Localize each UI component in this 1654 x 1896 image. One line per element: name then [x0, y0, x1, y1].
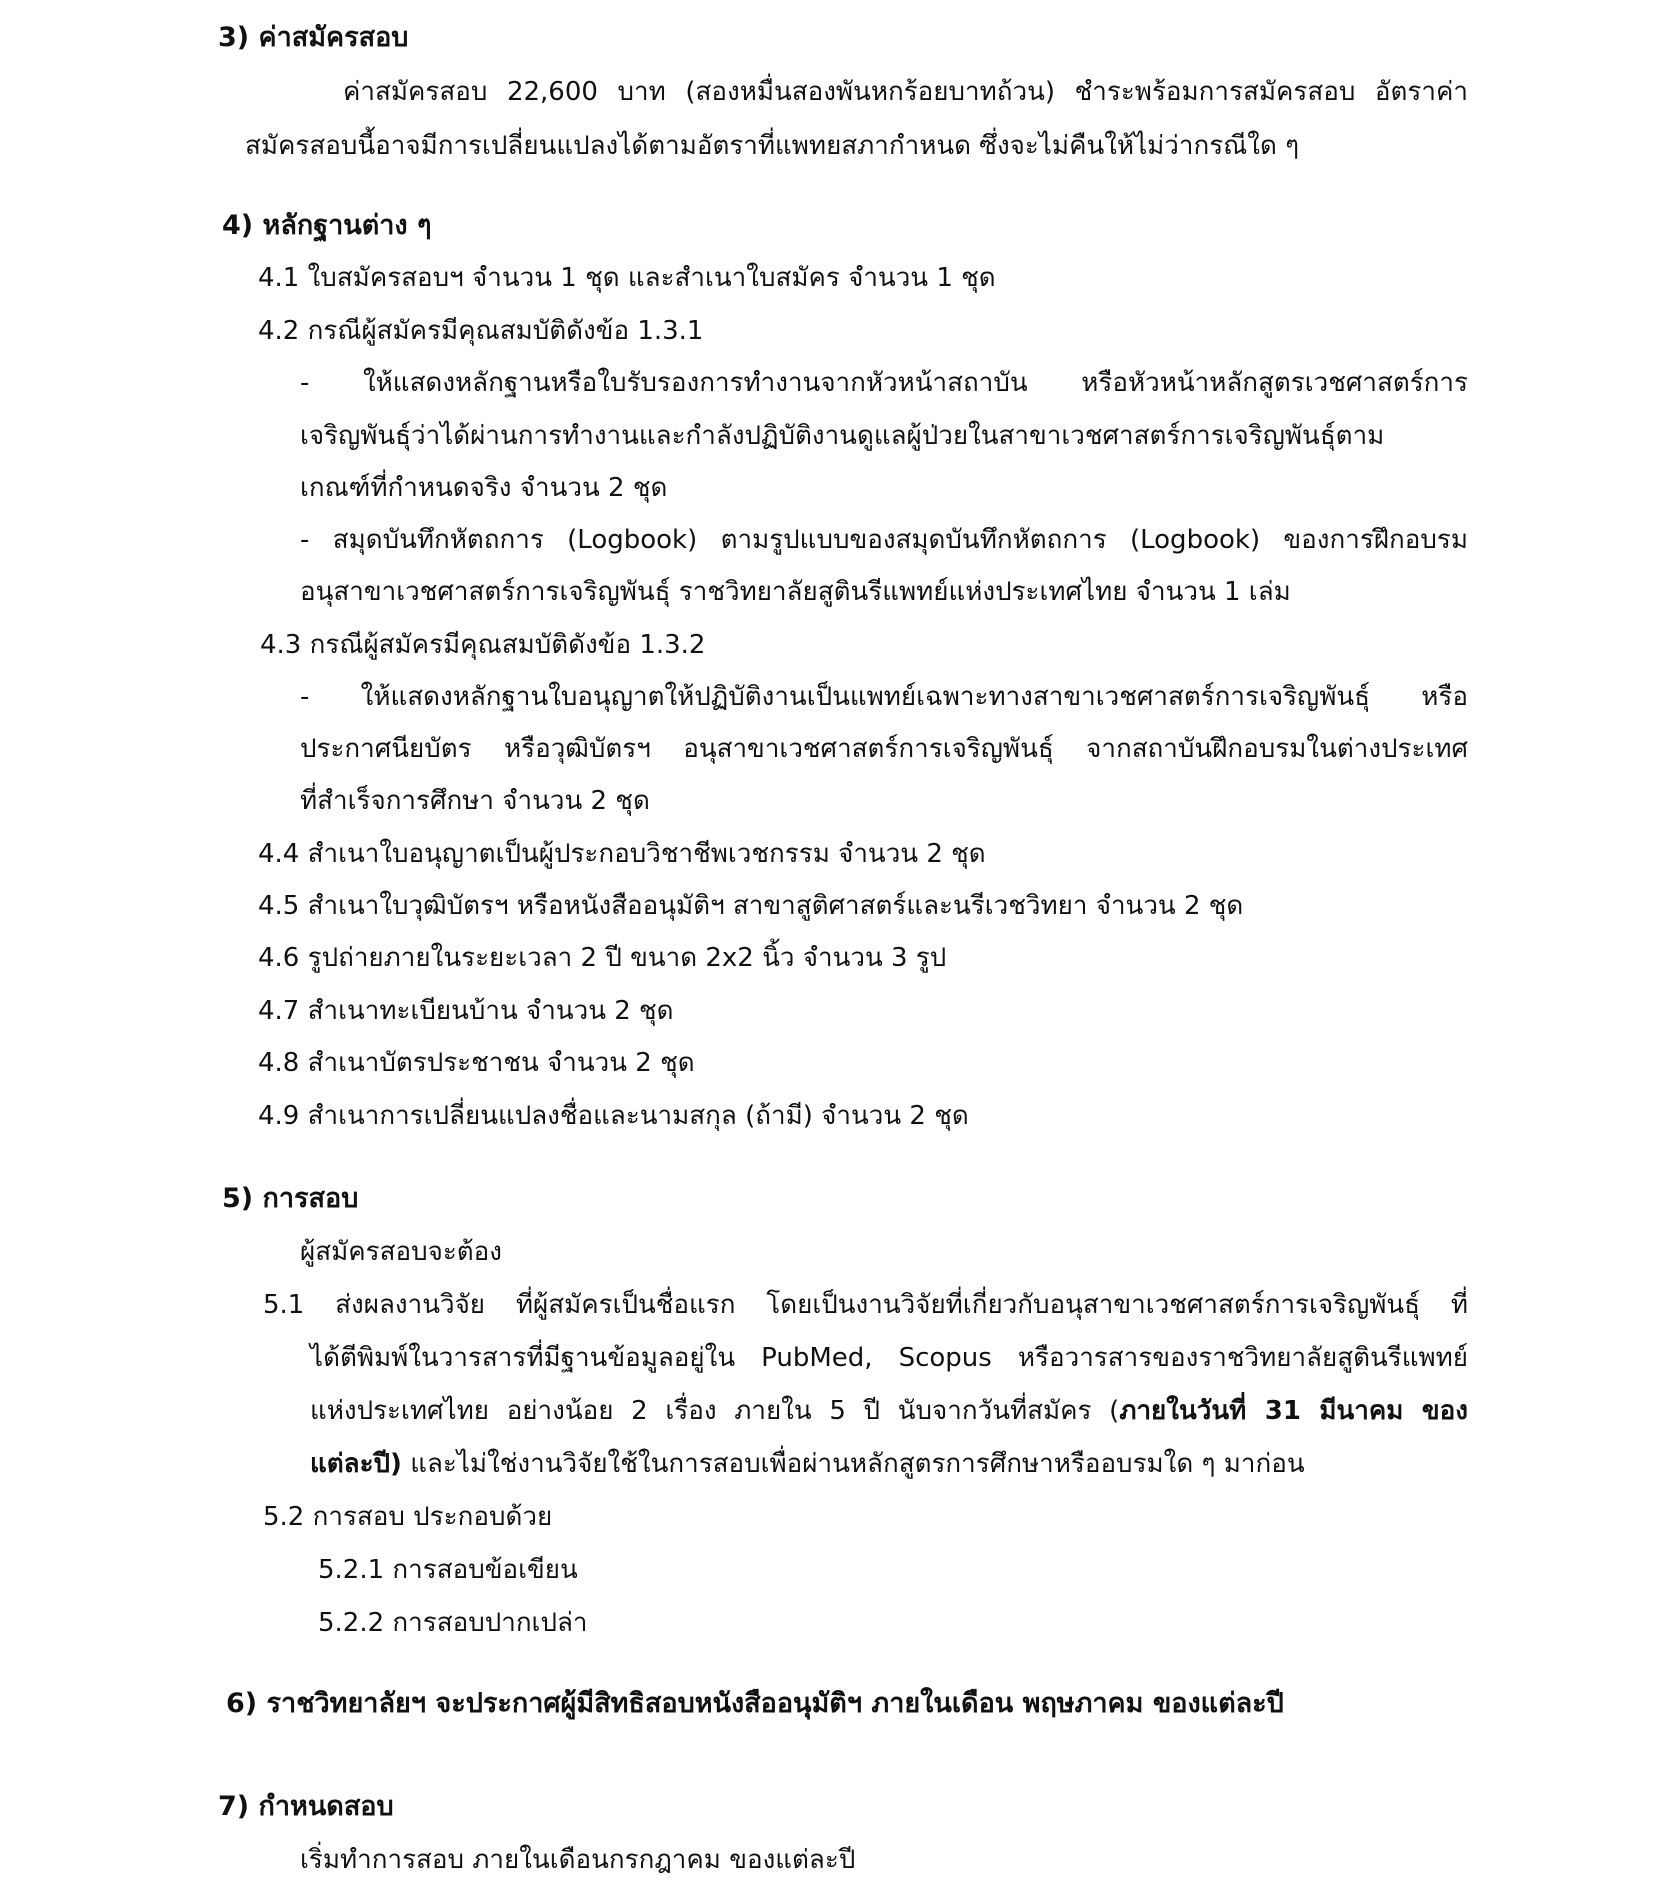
item-4-7: 4.7 สำเนาทะเบียนบ้าน จำนวน 2 ชุด: [258, 996, 674, 1026]
item-4-2-proof-line-1: - ให้แสดงหลักฐานหรือใบรับรองการทำงานจากหัวหน้าสถาบัน หรือหัวหน้าหลักสูตรเวชศาสตร์การ: [300, 368, 1468, 398]
section-5-intro: ผู้สมัครสอบจะต้อง: [300, 1237, 502, 1267]
item-4-2-logbook-line-2: อนุสาขาเวชศาสตร์การเจริญพันธุ์ ราชวิทยาลัยสูตินรีแพทย์แห่งประเทศไทย จำนวน 1 เล่ม: [300, 577, 1291, 607]
item-5-1-line-4-text: และไม่ใช่งานวิจัยใช้ในการสอบเพื่อผ่านหลักสูตรการศึกษาหรืออบรมใด ๆ มาก่อน: [401, 1449, 1305, 1479]
section-3-line-1: ค่าสมัครสอบ 22,600 บาท (สองหมื่นสองพันหกร้อยบาทถ้วน) ชำระพร้อมการสมัครสอบ อัตราค่า: [343, 77, 1468, 107]
item-5-1-deadline-bold: ภายในวันที่ 31 มีนาคม ของ: [1119, 1396, 1468, 1426]
section-5-heading: 5) การสอบ: [222, 1183, 359, 1214]
item-4-2-proof-line-3: เกณฑ์ที่กำหนดจริง จำนวน 2 ชุด: [300, 473, 668, 503]
item-5-2-1: 5.2.1 การสอบข้อเขียน: [318, 1555, 578, 1585]
item-4-5: 4.5 สำเนาใบวุฒิบัตรฯ หรือหนังสืออนุมัติฯ สาขาสูติศาสตร์และนรีเวชวิทยา จำนวน 2 ชุด: [258, 891, 1244, 921]
item-4-2-logbook-line-1: - สมุดบันทึกหัตถการ (Logbook) ตามรูปแบบของสมุดบันทึกหัตถการ (Logbook) ของการฝึกอบรม: [300, 525, 1468, 555]
item-5-1-line-1: 5.1 ส่งผลงานวิจัย ที่ผู้สมัครเป็นชื่อแรก โดยเป็นงานวิจัยที่เกี่ยวกับอนุสาขาเวชศาสตร์การเจริญพันธุ์ ที่: [263, 1290, 1468, 1320]
item-4-3-proof-line-1: - ให้แสดงหลักฐานใบอนุญาตให้ปฏิบัติงานเป็นแพทย์เฉพาะทางสาขาเวชศาสตร์การเจริญพันธุ์ หรือ: [300, 682, 1468, 712]
item-4-4: 4.4 สำเนาใบอนุญาตเป็นผู้ประกอบวิชาชีพเวชกรรม จำนวน 2 ชุด: [258, 839, 986, 869]
item-4-8: 4.8 สำเนาบัตรประชาชน จำนวน 2 ชุด: [258, 1048, 695, 1078]
item-5-1-line-3-text: แห่งประเทศไทย อย่างน้อย 2 เรื่อง ภายใน 5 ปี นับจากวันที่สมัคร (: [310, 1396, 1120, 1426]
section-7-heading: 7) กำหนดสอบ: [218, 1791, 394, 1822]
item-4-2-proof-line-2: เจริญพันธุ์ว่าได้ผ่านการทำงานและกำลังปฏิบัติงานดูแลผู้ป่วยในสาขาเวชศาสตร์การเจริญพันธุ์ตาม: [300, 421, 1385, 451]
item-4-1: 4.1 ใบสมัครสอบฯ จำนวน 1 ชุด และสำเนาใบสมัคร จำนวน 1 ชุด: [258, 263, 996, 293]
section-6-heading: 6) ราชวิทยาลัยฯ จะประกาศผู้มีสิทธิสอบหนังสืออนุมัติฯ ภายในเดือน พฤษภาคม ของแต่ละปี: [226, 1688, 1284, 1719]
item-5-1-line-2: ได้ตีพิมพ์ในวารสารที่มีฐานข้อมูลอยู่ใน PubMed, Scopus หรือวารสารของราชวิทยาลัยสูตินรีแพทย์: [310, 1343, 1468, 1373]
item-5-2: 5.2 การสอบ ประกอบด้วย: [263, 1502, 553, 1532]
item-4-9: 4.9 สำเนาการเปลี่ยนแปลงชื่อและนามสกุล (ถ้ามี) จำนวน 2 ชุด: [258, 1101, 969, 1131]
item-5-1-deadline-bold-end: แต่ละปี): [310, 1449, 402, 1479]
item-4-3: 4.3 กรณีผู้สมัครมีคุณสมบัติดังข้อ 1.3.2: [260, 630, 706, 660]
section-4-heading: 4) หลักฐานต่าง ๆ: [222, 210, 432, 241]
item-4-3-proof-line-2: ประกาศนียบัตร หรือวุฒิบัตรฯ อนุสาขาเวชศาสตร์การเจริญพันธุ์ จากสถาบันฝึกอบรมในต่างประเทศ: [300, 734, 1468, 764]
item-5-1-line-4: [310, 1446, 1305, 1482]
section-3-line-2: สมัครสอบนี้อาจมีการเปลี่ยนแปลงได้ตามอัตราที่แพทยสภากำหนด ซึ่งจะไม่คืนให้ไม่ว่ากรณีใด ๆ: [245, 131, 1300, 161]
item-4-6: 4.6 รูปถ่ายภายในระยะเวลา 2 ปี ขนาด 2x2 นิ้ว จำนวน 3 รูป: [258, 943, 947, 973]
item-5-1-line-3: [310, 1393, 1468, 1429]
item-4-2: 4.2 กรณีผู้สมัครมีคุณสมบัติดังข้อ 1.3.1: [258, 316, 704, 346]
section-3-heading: 3) ค่าสมัครสอบ: [218, 22, 409, 53]
item-5-2-2: 5.2.2 การสอบปากเปล่า: [318, 1608, 588, 1638]
item-4-3-proof-line-3: ที่สำเร็จการศึกษา จำนวน 2 ชุด: [300, 786, 650, 816]
section-7-text: เริ่มทำการสอบ ภายในเดือนกรกฎาคม ของแต่ละปี: [300, 1845, 856, 1875]
